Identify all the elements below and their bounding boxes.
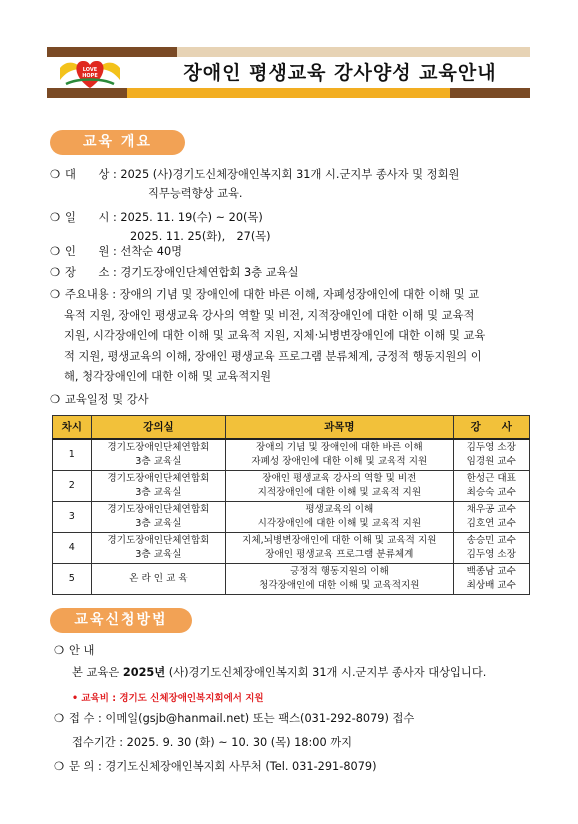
subject-line: 긍정적 행동지원의 이해 <box>289 565 389 577</box>
instructor-line: 백종남 교수 <box>466 565 516 577</box>
subject-line: 평생교육의 이해 <box>305 503 374 515</box>
receipt-period: 접수기간 : 2025. 9. 30 (화) ~ 10. 30 (목) 18:00 까지 <box>72 736 353 749</box>
classroom <box>91 564 225 595</box>
subject-line: 지체,뇌병변장애인에 대한 이해 및 교육적 지원 <box>242 534 437 546</box>
instructor-line: 한성근 대표 <box>466 472 516 484</box>
circle-bullet-icon: ❍ <box>54 644 65 657</box>
classroom <box>91 502 225 533</box>
table-row <box>53 564 530 595</box>
date-row: ❍ 일 시 : 2025. 11. 19(수) ~ 20(목) <box>50 208 263 227</box>
session-number-line: 1 <box>68 448 75 460</box>
table-row <box>53 439 530 471</box>
inquiry-row: ❍ 문 의 : 경기도신체장애인복지회 사무처 (Tel. 031-291-8079) <box>54 757 376 776</box>
table-header: 강 사 <box>453 416 529 440</box>
subject-line: 장애인 평생교육 강사의 역할 및 비전 <box>262 472 417 484</box>
table-header: 과목명 <box>226 416 453 440</box>
table-header: 강의실 <box>91 416 225 440</box>
circle-bullet-icon: ❍ <box>50 266 61 279</box>
classroom-line: 3층 교육실 <box>135 549 182 560</box>
instructor-line: 김두영 소장 <box>466 549 516 560</box>
subject-line: 자폐성 장애인에 대한 이해 및 교육적 지원 <box>251 456 428 467</box>
people-row: ❍ 인 원 : 선착순 40명 <box>50 242 182 261</box>
circle-bullet-icon: ❍ <box>50 288 61 301</box>
instructor-line: 송승민 교수 <box>466 534 516 546</box>
instructor <box>453 439 529 471</box>
table-row <box>53 533 530 564</box>
subject <box>226 471 453 502</box>
notice-text: 본 교육은 2025년 (사)경기도신체장애인복지회 31개 시.군지부 종사자 대상입니다. <box>72 666 487 679</box>
table-header: 차시 <box>53 416 92 440</box>
instructor-line: 김두영 소장 <box>466 441 516 453</box>
session-number-line: 5 <box>68 572 75 584</box>
section-heading-overview: 교육 개요 <box>50 130 185 155</box>
schedule-row: ❍ 교육일정 및 강사 <box>50 390 149 409</box>
notice-row: ❍ 안 내 <box>54 641 94 660</box>
instructor <box>453 564 529 595</box>
content-row-cont: 육적 지원, 장애인 평생교육 강사의 역할 및 비전, 지적장애인에 대한 이해 및 교육적 <box>64 309 475 322</box>
subject-line: 청각장애인에 대한 이해 및 교육적지원 <box>259 580 420 591</box>
svg-text:HOPE: HOPE <box>82 73 98 79</box>
subject-line: 지적장애인에 대한 이해 및 교육적 지원 <box>257 487 422 498</box>
classroom <box>91 533 225 564</box>
instructor <box>453 533 529 564</box>
circle-bullet-icon: ❍ <box>50 245 61 258</box>
subject <box>226 533 453 564</box>
subject-line: 장애인 평생교육 프로그램 분류체계 <box>265 549 414 560</box>
circle-bullet-icon: ❍ <box>50 168 61 181</box>
classroom <box>91 471 225 502</box>
circle-bullet-icon: ❍ <box>54 760 65 773</box>
circle-bullet-icon: ❍ <box>50 211 61 224</box>
classroom <box>91 439 225 471</box>
place-row: ❍ 장 소 : 경기도장애인단체연합회 3층 교육실 <box>50 263 299 282</box>
instructor-line: 임경원 교수 <box>466 456 516 467</box>
content-row-cont: 지원, 시각장애인에 대한 이해 및 교육적 지원, 지체·뇌병변장애인에 대한 이해 및 교육 <box>64 329 486 342</box>
content-row: ❍ 주요내용 : 장애의 기념 및 장애인에 대한 바른 이해, 자폐성장애인에 대한 이해 및 교 <box>50 285 479 304</box>
classroom-line: 3층 교육실 <box>135 487 182 498</box>
section-heading-apply: 교육신청방법 <box>50 608 192 633</box>
fee-note: • 교육비 : 경기도 신체장애인복지회에서 지원 <box>72 693 264 704</box>
session-number <box>53 471 92 502</box>
content-row-cont: 해, 청각장애인에 대한 이해 및 교육적지원 <box>64 370 272 383</box>
classroom-line: 3층 교육실 <box>135 456 182 467</box>
session-number-line: 4 <box>68 541 75 553</box>
classroom-line: 경기도장애인단체연합회 <box>107 472 210 484</box>
session-number <box>53 439 92 471</box>
date-row-cont: 2025. 11. 25(화), 27(목) <box>130 230 271 243</box>
classroom-line: 경기도장애인단체연합회 <box>107 503 210 515</box>
instructor-line: 최상배 교수 <box>466 580 516 591</box>
instructor <box>453 502 529 533</box>
schedule-table <box>52 415 530 595</box>
session-number <box>53 533 92 564</box>
classroom-line: 3층 교육실 <box>135 518 182 529</box>
subject <box>226 439 453 471</box>
subject-line: 시각장애인에 대한 이해 및 교육적 지원 <box>257 518 422 529</box>
love-hope-logo <box>52 54 128 90</box>
session-number <box>53 502 92 533</box>
page-title: 장애인 평생교육 강사양성 교육안내 <box>183 62 497 84</box>
session-number-line: 2 <box>68 479 75 491</box>
table-row <box>53 471 530 502</box>
subject <box>226 502 453 533</box>
classroom-line: 경기도장애인단체연합회 <box>107 534 210 546</box>
instructor-line: 김호연 교수 <box>466 518 516 529</box>
target-row-cont: 직무능력향상 교육. <box>148 187 243 200</box>
instructor <box>453 471 529 502</box>
table-row <box>53 502 530 533</box>
subject-line: 장애의 기념 및 장애인에 대한 바른 이해 <box>256 441 423 453</box>
target-row: ❍ 대 상 : 2025 (사)경기도신체장애인복지회 31개 시.군지부 종사자 및 정회원 <box>50 165 459 184</box>
circle-bullet-icon: ❍ <box>50 393 61 406</box>
content-row-cont: 적 지원, 평생교육의 이해, 장애인 평생교육 프로그램 분류체계, 긍정적 행동지원의 이 <box>64 350 482 363</box>
svg-text:LOVE: LOVE <box>82 67 98 73</box>
circle-bullet-icon: ❍ <box>54 712 65 725</box>
classroom-line: 경기도장애인단체연합회 <box>107 441 210 453</box>
instructor-line: 최승숙 교수 <box>466 487 516 498</box>
session-number-line: 3 <box>68 510 75 522</box>
subject <box>226 564 453 595</box>
classroom-line: 온 라 인 교 육 <box>129 572 188 584</box>
instructor-line: 채우공 교수 <box>466 503 516 515</box>
session-number <box>53 564 92 595</box>
receipt-row: ❍ 접 수 : 이메일(gsjb@hanmail.net) 또는 팩스(031-292-8079) 접수 <box>54 709 414 728</box>
